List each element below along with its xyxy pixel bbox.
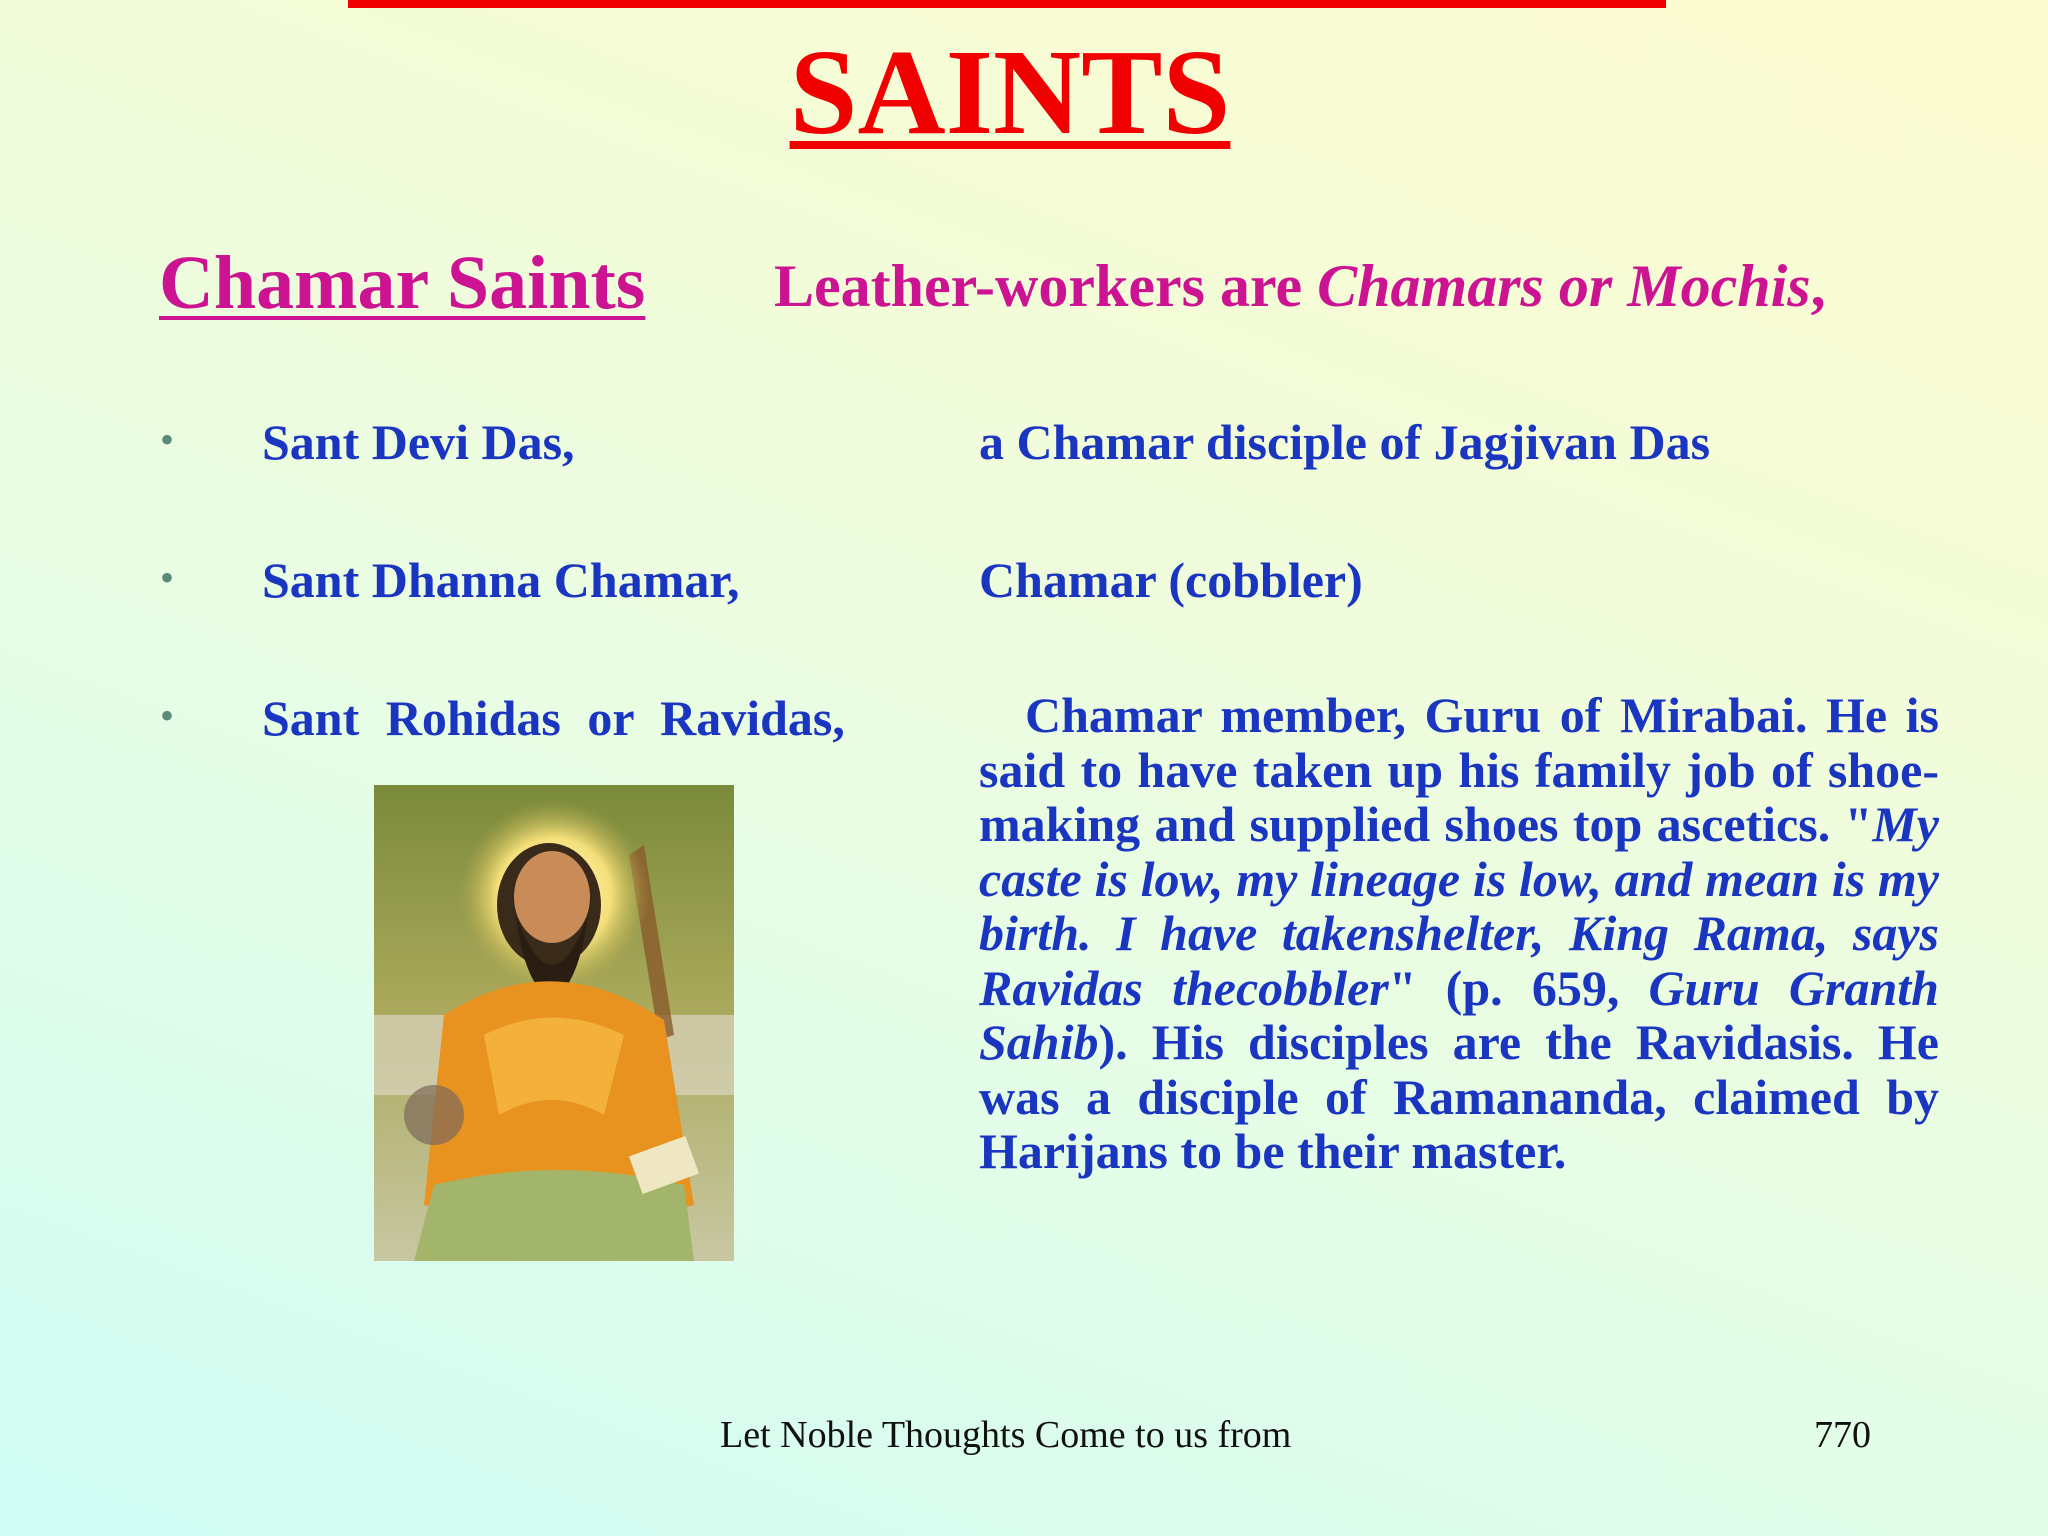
saint-description: a Chamar disciple of Jagjivan Das <box>979 414 1711 470</box>
section-note: Leather-workers are Chamars or Mochis, <box>774 253 1826 319</box>
saint-portrait-image <box>374 785 734 1261</box>
section-heading: Chamar Saints <box>159 241 646 325</box>
page-number: 770 <box>1814 1414 1871 1456</box>
bullet-icon: • <box>160 555 175 600</box>
title-top-rule <box>348 0 1666 8</box>
saint-description: Chamar (cobbler) <box>979 552 1363 608</box>
saint-name: Sant Dhanna Chamar, <box>262 552 740 608</box>
saint-name: Sant Rohidas or Ravidas, <box>262 690 845 746</box>
bullet-icon: • <box>160 417 175 462</box>
slide-title: SAINTS <box>789 25 1231 160</box>
bullet-icon: • <box>160 693 175 738</box>
saint-name: Sant Devi Das, <box>262 414 575 470</box>
footer-text: Let Noble Thoughts Come to us from <box>720 1414 1292 1456</box>
ravidas-description: Chamar member, Guru of Mirabai. He is said to have taken up his family job of shoe-making and supplied shoes top ascetics. "My caste is low, my lineage is low, and mean is my birth. I have takenshelter, King Rama, says Ravidas thecobbler" (p. 659, Guru Granth Sahib). His disciples are the Ravidasis. He was a disciple of Ramananda, claimed by Harijans to be their master. <box>979 687 1939 1179</box>
